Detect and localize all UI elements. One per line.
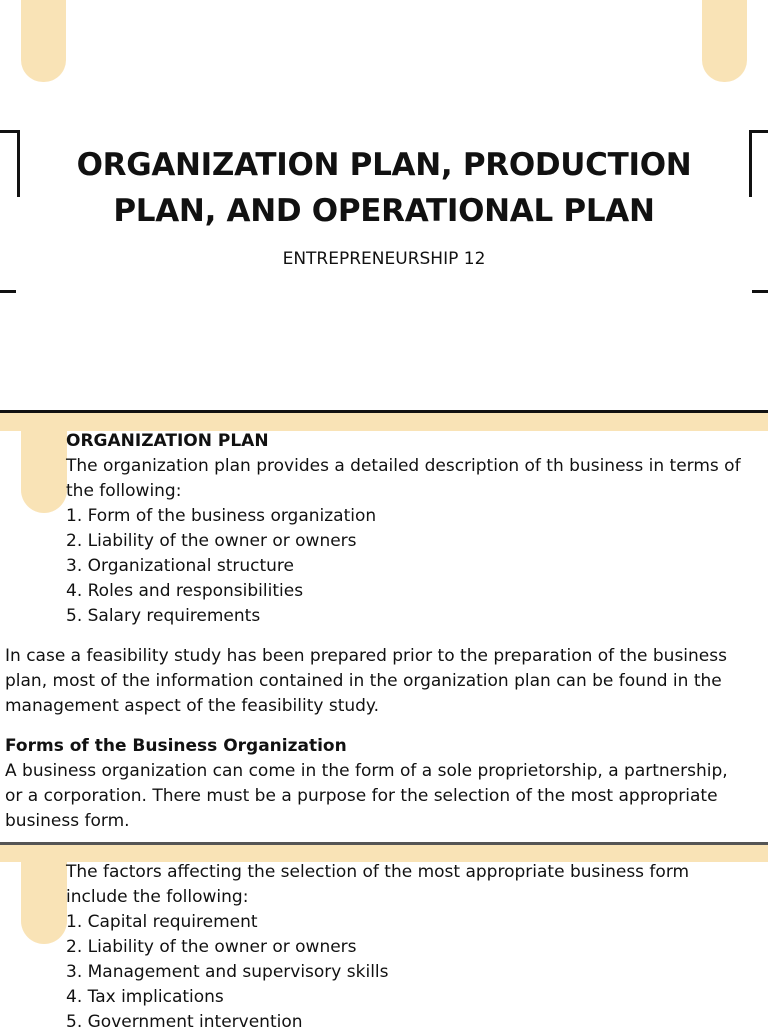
list-item: 2. Liability of the owner or owners: [66, 531, 357, 551]
tick-mark-right: [752, 290, 768, 293]
list-item: 5. Salary requirements: [66, 606, 261, 626]
section-heading: ORGANIZATION PLAN: [66, 431, 269, 451]
list-item: 3. Organizational structure: [66, 556, 294, 576]
list-item: 4. Roles and responsibilities: [66, 581, 304, 601]
factors-block: [66, 860, 726, 1035]
subsection-heading: Forms of the Business Organization: [5, 736, 347, 756]
decorative-tab-right: [702, 0, 747, 82]
organization-plan-list: [66, 504, 756, 629]
tick-mark-left: [0, 290, 16, 293]
title-slide: [0, 0, 768, 410]
intro-text: The factors affecting the selection of the most appropriate business form include the following:: [66, 862, 690, 907]
feasibility-paragraph-block: [5, 644, 765, 719]
decorative-tab-left: [21, 0, 66, 82]
corner-bracket-left: [0, 130, 20, 197]
list-item: 1. Form of the business organization: [66, 506, 377, 526]
decorative-tab: [21, 413, 67, 513]
list-item: 2. Liability of the owner or owners: [66, 937, 357, 957]
factors-list: [66, 910, 726, 1035]
list-item: 1. Capital requirement: [66, 912, 258, 932]
subsection-text: A business organization can come in the form of a sole proprietorship, a partnership, or a corporation. There must be a purpose for the selection of the most appropriate business form.: [5, 761, 728, 831]
business-forms-block: [5, 734, 745, 834]
organization-plan-block: [66, 429, 756, 629]
intro-text: The organization plan provides a detailed description of th business in terms of the following:: [66, 456, 741, 501]
slide-subtitle: ENTREPRENEURSHIP 12: [282, 249, 486, 269]
slide-title: ORGANIZATION PLAN, PRODUCTION PLAN, AND OPERATIONAL PLAN: [76, 147, 692, 229]
decorative-tab: [21, 845, 67, 944]
corner-bracket-right: [749, 130, 768, 197]
list-item: 5. Government intervention: [66, 1012, 303, 1032]
list-item: 4. Tax implications: [66, 987, 224, 1007]
feasibility-paragraph: In case a feasibility study has been prepared prior to the preparation of the business plan, most of the information contained in the organization plan can be found in the management aspect of the feasibility study.: [5, 646, 727, 716]
list-item: 3. Management and supervisory skills: [66, 962, 389, 982]
